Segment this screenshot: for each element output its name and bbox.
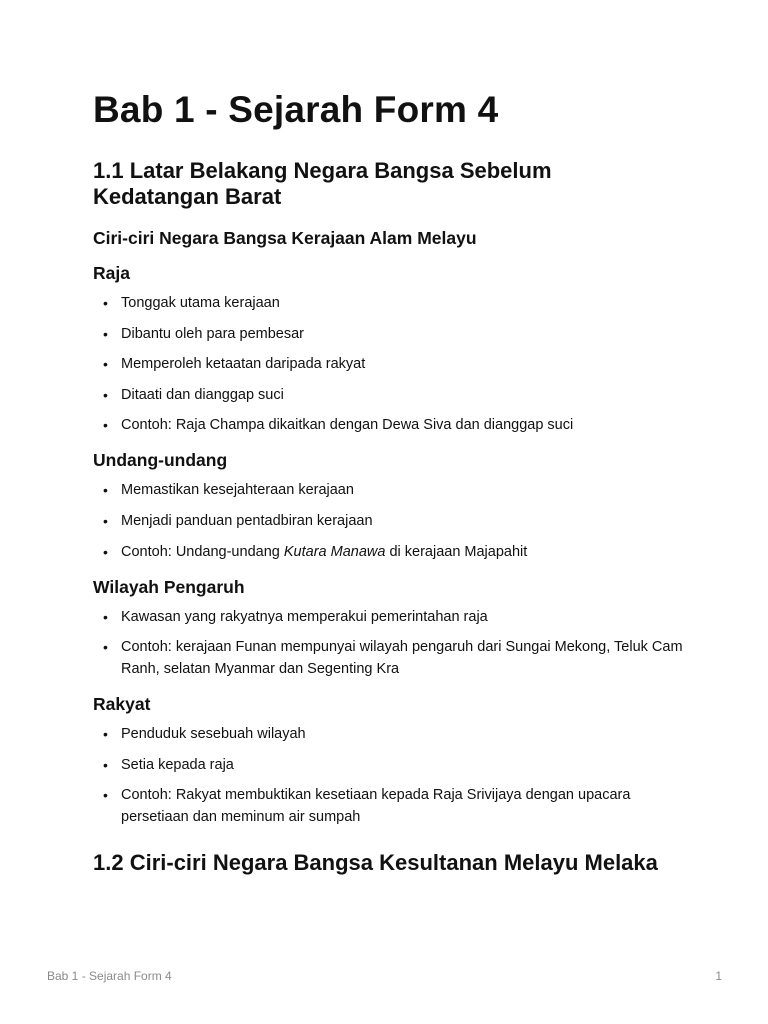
heading-raja: Raja xyxy=(93,263,130,283)
section-heading-1-1: 1.1 Latar Belakang Negara Bangsa Sebelum Kedatangan Barat xyxy=(93,158,552,209)
footer-title: Bab 1 - Sejarah Form 4 xyxy=(47,969,172,983)
list-item: • Dibantu oleh para pembesar xyxy=(93,323,683,345)
bullet-icon: • xyxy=(103,482,108,499)
bullet-icon: • xyxy=(103,608,108,625)
bullet-icon: • xyxy=(103,356,108,373)
list-item: • Setia kepada raja xyxy=(93,754,683,776)
bullet-icon: • xyxy=(103,295,108,311)
bullet-icon: • xyxy=(103,512,108,529)
list-item: • Tonggak utama kerajaan xyxy=(93,292,683,314)
bullet-icon: • xyxy=(103,787,108,804)
subsection-heading: Ciri-ciri Negara Bangsa Kerajaan Alam Melayu xyxy=(93,228,477,248)
document-page xyxy=(93,88,683,876)
list-item: • Contoh: Raja Champa dikaitkan dengan Dewa Siva dan dianggap suci xyxy=(93,414,683,436)
list-undang-undang xyxy=(93,479,683,562)
heading-wilayah-pengaruh: Wilayah Pengaruh xyxy=(93,576,245,597)
list-item: • Contoh: Rakyat membuktikan kesetiaan kepada Raja Srivijaya dengan upacara persetiaan dan meminum air sumpah xyxy=(93,784,683,828)
bullet-icon: • xyxy=(103,639,108,656)
bullet-icon: • xyxy=(103,417,108,434)
bullet-icon: • xyxy=(103,543,108,560)
heading-rakyat: Rakyat xyxy=(93,694,151,715)
list-rakyat xyxy=(93,723,683,828)
list-item: • Penduduk sesebuah wilayah xyxy=(93,723,683,745)
bullet-icon: • xyxy=(103,726,108,743)
bullet-icon: • xyxy=(103,756,108,773)
emphasized-text: Kutara Manawa xyxy=(283,543,386,560)
bullet-icon: • xyxy=(103,325,108,342)
list-wilayah-pengaruh xyxy=(93,606,683,681)
page-number: 1 xyxy=(715,969,722,983)
list-item: • Menjadi panduan pentadbiran kerajaan xyxy=(93,510,683,532)
document-title: Bab 1 - Sejarah Form 4 xyxy=(93,89,499,130)
list-item: • Contoh: Undang-undang Kutara Manawa di kerajaan Majapahit xyxy=(93,541,683,563)
list-item: • Contoh: kerajaan Funan mempunyai wilayah pengaruh dari Sungai Mekong, Teluk Cam Ranh, selatan Myanmar dan Segenting Kra xyxy=(93,636,683,680)
list-item: • Kawasan yang rakyatnya memperakui pemerintahan raja xyxy=(93,606,683,628)
list-item: • Memperoleh ketaatan daripada rakyat xyxy=(93,353,683,375)
list-raja xyxy=(93,292,683,436)
list-item: • Memastikan kesejahteraan kerajaan xyxy=(93,479,683,501)
heading-undang-undang: Undang-undang xyxy=(93,450,228,471)
bullet-icon: • xyxy=(103,386,108,403)
list-item: • Ditaati dan dianggap suci xyxy=(93,384,683,406)
section-heading-1-2: 1.2 Ciri-ciri Negara Bangsa Kesultanan Melayu Melaka xyxy=(93,850,658,876)
